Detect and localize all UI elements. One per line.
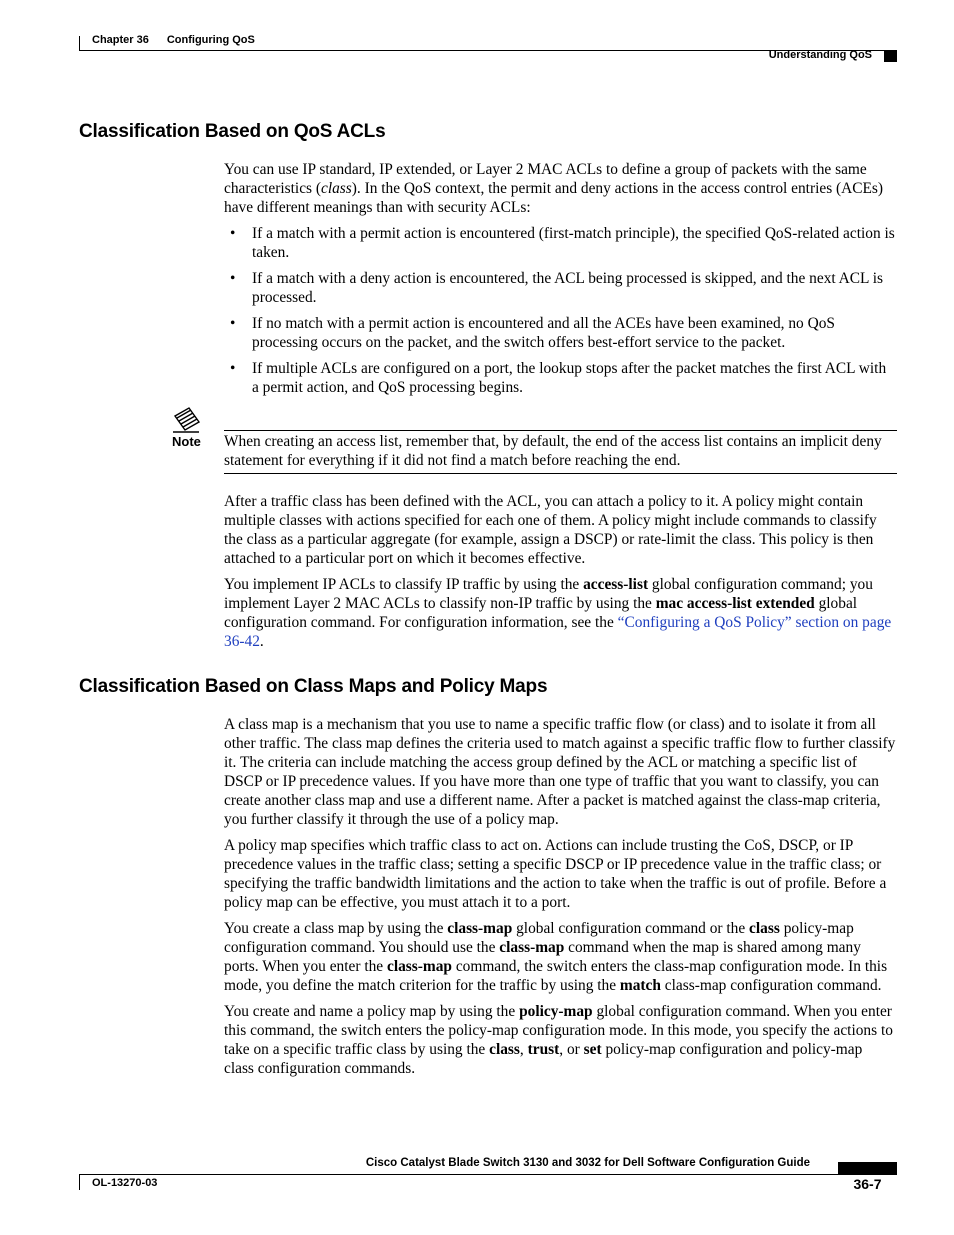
section2-para-create-policy-map: You create and name a policy map by using the policy-map global configuration command. When you enter this command, the switch enters the policy-map configuration mode. In this mode, you specify the actions to take on a specific traffic class by using the class, trust, or set policy-map configuration and policy-map class configuration commands. [224, 1003, 893, 1077]
section1-intro: You can use IP standard, IP extended, or Layer 2 MAC ACLs to define a group of packets with the same characteristics (class). In the QoS context, the permit and deny actions in the access control entries (ACEs) have different meanings than with security ACLs: [224, 161, 884, 216]
pencil-note-icon [172, 406, 202, 434]
bullet-item: • If a match with a deny action is encountered, the ACL being processed is skipped, and the next ACL is processed. [224, 269, 896, 307]
command-match: match [619, 977, 661, 994]
section2-para-create-class-map: You create a class map by using the class-map global configuration command or the class policy-map configuration command. You should use the class-map command when the map is shared among many ports. When you enter the class-map command, the switch enters the class-map configuration mode. In this mode, you define the match criterion for the traffic by using the match class-map configuration command. [224, 920, 888, 994]
footer-rule [79, 1174, 897, 1175]
command-class-map: class-map [386, 958, 452, 975]
section1-body-after-note [224, 492, 896, 658]
footer-guide-title: Cisco Catalyst Blade Switch 3130 and 3032 for Dell Software Configuration Guide [365, 1157, 810, 1169]
bullet-list [224, 224, 896, 397]
emphasis-class: class [321, 180, 352, 197]
footer-doc-id: OL-13270-03 [92, 1177, 158, 1189]
section-heading-qos-acls: Classification Based on QoS ACLs [79, 121, 386, 142]
command-class: class [749, 920, 780, 937]
cross-reference-link[interactable]: “Configuring a QoS Policy” section on page 36-42 [224, 614, 892, 650]
command-trust: trust [527, 1041, 560, 1058]
section2-body [224, 715, 896, 1085]
header-left-rule [79, 36, 80, 51]
section1-para-policy: After a traffic class has been defined with the ACL, you can attach a policy to it. A policy might contain multiple classes with actions specified for each one of them. A policy might include commands to classify the class as a particular aggregate (for example, assign a DSCP) or rate-limit the class. This policy is then attached to a particular port on which it becomes effective. [224, 493, 877, 567]
bullet-item: • If no match with a permit action is encountered and all the ACEs have been examined, no QoS processing occurs on the packet, and the switch offers best-effort service to the packet. [224, 314, 896, 352]
command-policy-map: policy-map [519, 1003, 593, 1020]
command-class: class [489, 1041, 520, 1058]
command-access-list: access-list [583, 576, 649, 593]
note-rule-top [224, 430, 897, 431]
section1-para-acl-commands: You implement IP ACLs to classify IP traffic by using the access-list global configuration command; you implement Layer 2 MAC ACLs to classify non-IP traffic by using the mac access-list extended global configuration command. For configuration information, see the “Configuring a QoS Policy” section on page 36-42. [224, 576, 892, 650]
note-rule-bottom [224, 473, 897, 474]
section2-para-policy-map: A policy map specifies which traffic class to act on. Actions can include trusting the CoS, DSCP, or IP precedence values in the traffic class; setting a specific DSCP or IP precedence value in the traffic class; or specifying the traffic bandwidth limitations and the action to take when the traffic is out of profile. Before a policy map can be effective, you must attach it to a port. [224, 837, 887, 911]
command-class-map: class-map [499, 939, 565, 956]
section1-body [224, 160, 896, 404]
running-header-chapter [92, 34, 273, 46]
running-header-section: Understanding QoS [768, 49, 872, 61]
header-marker-block [884, 50, 897, 62]
chapter-number: Chapter 36 [92, 34, 149, 46]
footer-left-rule [79, 1174, 80, 1190]
note-label: Note [172, 434, 201, 449]
command-set: set [583, 1041, 602, 1058]
footer-page-number: 36-7 [853, 1176, 882, 1192]
command-mac-access-list-extended: mac access-list extended [655, 595, 815, 612]
section-heading-class-policy-maps: Classification Based on Class Maps and Policy Maps [79, 676, 548, 697]
bullet-item: • If a match with a permit action is encountered (first-match principle), the specified QoS-related action is taken. [224, 224, 896, 262]
bullet-item: • If multiple ACLs are configured on a port, the lookup stops after the packet matches the first ACL with a permit action, and QoS processing begins. [224, 359, 896, 397]
command-class-map: class-map [447, 920, 513, 937]
note-text: When creating an access list, remember that, by default, the end of the access list contains an implicit deny statement for everything if it did not find a match before reaching the end. [224, 433, 882, 469]
chapter-title: Configuring QoS [166, 34, 255, 46]
section2-para-class-map: A class map is a mechanism that you use to name a specific traffic flow (or class) and to isolate it from all other traffic. The class map defines the criteria used to match against a specific traffic flow to further classify it. The criteria can include matching the access group defined by the ACL or matching a specific list of DSCP or IP precedence values. If you have more than one type of traffic that you want to classify, you can create another class map and use a different name. After a packet is matched against the class-map criteria, you further classify it through the use of a policy map. [224, 716, 896, 828]
